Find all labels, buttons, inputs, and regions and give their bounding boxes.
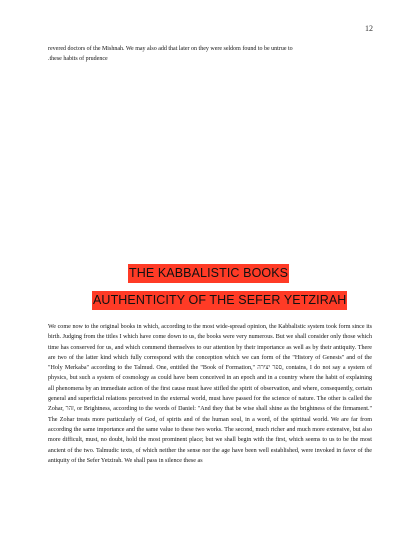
chapter-subtitle: AUTHENTICITY OF THE SEFER YETZIRAH <box>92 291 347 310</box>
chapter-title: THE KABBALISTIC BOOKS <box>128 264 289 283</box>
top-paragraph <box>48 44 372 64</box>
top-paragraph-line-2: .these habits of prudence <box>48 56 108 62</box>
top-paragraph-line-1: revered doctors of the Mishnah. We may also add that later on they were seldom found to be untrue to <box>48 46 293 52</box>
page-number: 12 <box>365 24 373 33</box>
body-paragraph: We come now to the original books in which, according to the most wide-spread opinion, the Kabbalistic system took form since its birth. Judging from the titles I which have come down to us, the books were very numerous. But we shall consider only those which time has conserved for us, and which commend themselves to our attention by their importance as well as by their antiquity. There are two of the latter kind which fully correspond with the conception which we can form of the "History of Genesis" and of the "Holy Merkaba" according to the Talmud. One, entitled the "Book of Formation," ספר יצירה, contains, I do not say a system of physics, but such a system of cosmology as could have been conceived in an epoch and in a country where the habit of explaining all phenomena by an immediate action of the first cause must have stifled the spirit of observation, and where, consequently, certain general and superficial relations perceived in the external world, must have passed for the science of nature. The other is called the Zohar, זהר, or Brightness, according to the words of Daniel: "And they that be wise shall shine as the brightness of the firmament." The Zohar treats more particularly of God, of spirits and of the human soul, in a word, of the spiritual world. We are far from according the same importance and the same value to these two works. The second, much richer and much more extensive, but also more difficult, must, no doubt, hold the most prominent place; but we shall begin with the first, which seems to us to be the most ancient of the two. Talmudic texts, of which neither the sense nor the age have been well established, were invoked in favor of the antiquity of the Sefer Yetzirah. We shall pass in silence these as <box>48 324 373 464</box>
